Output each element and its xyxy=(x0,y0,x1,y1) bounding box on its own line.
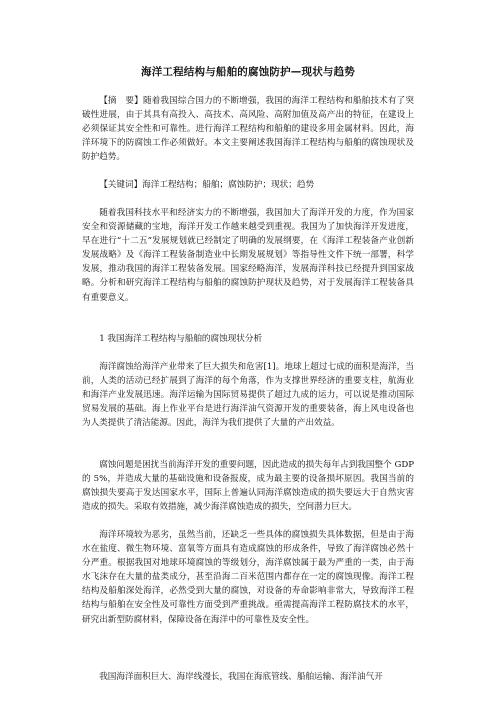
section1-paragraph-4: 我国海洋面积巨大、海岸线漫长，我国在海底管线、船舶运输、海洋油气开 xyxy=(99,672,383,682)
intro-paragraph: 随着我国科技水平和经济实力的不断增强，我国加大了海洋开发的力度，作为国家安全和资源储藏的宝地，海洋开发工作越来越受到重视。我国为了加快海洋开发进度，早在进行“十二五”发展规划就已经制定了明确的发展纲要，在《海洋工程装备产业创新发展战略》及《海洋工程装备制造业中长期发展规划》等指导性文件下统一部署，科学发展，推动我国的海洋工程装备发展。国家经略海洋，发展海洋科技已经提升到国家战略。分析和研究海洋工程结构与船舶的腐蚀防护现状及趋势，对于发展海洋工程装备具有重要意义。 xyxy=(82,208,414,303)
article-title: 海洋工程结构与船舶的腐蚀防护—现状与趋势 xyxy=(141,66,355,78)
keywords-label: 【关键词】 xyxy=(99,180,143,190)
section1-paragraph-2: 腐蚀问题是困扰当前海洋开发的重要问题，因此造成的损失每年占到我国整个 GDP 的 5%，并造成大量的基础设施和设备报废，成为最主要的设备损坏原因。我国当前的腐蚀损失要高于发达国家水平，国际上普遍认同海洋腐蚀造成的损失要远大于自然灾害造成的损失。采取有效措施，减少海洋腐蚀造成的损失，空间潜力巨大。 xyxy=(82,460,414,513)
abstract-text: 随着我国综合国力的不断增强，我国的海洋工程结构和船舶技术有了突破性进展，由于其具有高投入、高技术、高风险、高附加值及高产出的特征，在建设上必须保证其安全性和可靠性。进行海洋工程结构和船舶的建设多用金属材料。因此，海洋环境下的防腐蚀工作必须做好。本文主要阐述我国海洋工程结构与船舶的腐蚀现状及防护趋势。 xyxy=(82,96,414,163)
section-heading: 1 我国海洋工程结构与船舶的腐蚀现状分析 xyxy=(99,334,263,344)
abstract-paragraph xyxy=(82,94,414,164)
section1-paragraph-3: 海洋环境较为恶劣，虽然当前，还缺乏一些具体的腐蚀损失具体数据，但是由于海水在盐度、微生物环境、富氧等方面具有造成腐蚀的形成条件，导致了海洋腐蚀必然十分严重。根据我国对地球环境腐蚀的等级划分，海洋腐蚀属于最为严重的一类，由于海水飞沫存在大量的盐类成分，甚至沿海二百米范围内都存在一定的腐蚀现像。海洋工程结构及船舶深处海洋，必然受到大量的腐蚀，对设备的寿命影响非常大，导致海洋工程结构与船舶在安全性及可靠性方面受到严重挑战。亟需提高海洋工程防腐技术的水平，研究出新型防腐材料，保障设备在海洋中的可靠性及安全性。 xyxy=(82,530,414,625)
keywords-text: 海洋工程结构；船舶；腐蚀防护；现状；趋势 xyxy=(142,180,315,190)
keywords-paragraph xyxy=(82,178,414,192)
abstract-label: 【摘 要】 xyxy=(99,96,143,106)
section1-paragraph-1: 海洋腐蚀给海洋产业带来了巨大损失和危害[1]。地球上超过七成的面积是海洋，当前，人类的活动已经扩展到了海洋的每个角落，作为支撑世界经济的重要支柱，航海业和海洋产业发展迅速。海洋运输为国际贸易提供了超过九成的运力，可以说是推动国际贸易发展的基础。海上作业平台是进行海洋油气资源开发的重要装备，海上风电设备也为人类提供了清洁能源。因此，海洋为我们提供了大量的产出效益。 xyxy=(82,362,414,429)
